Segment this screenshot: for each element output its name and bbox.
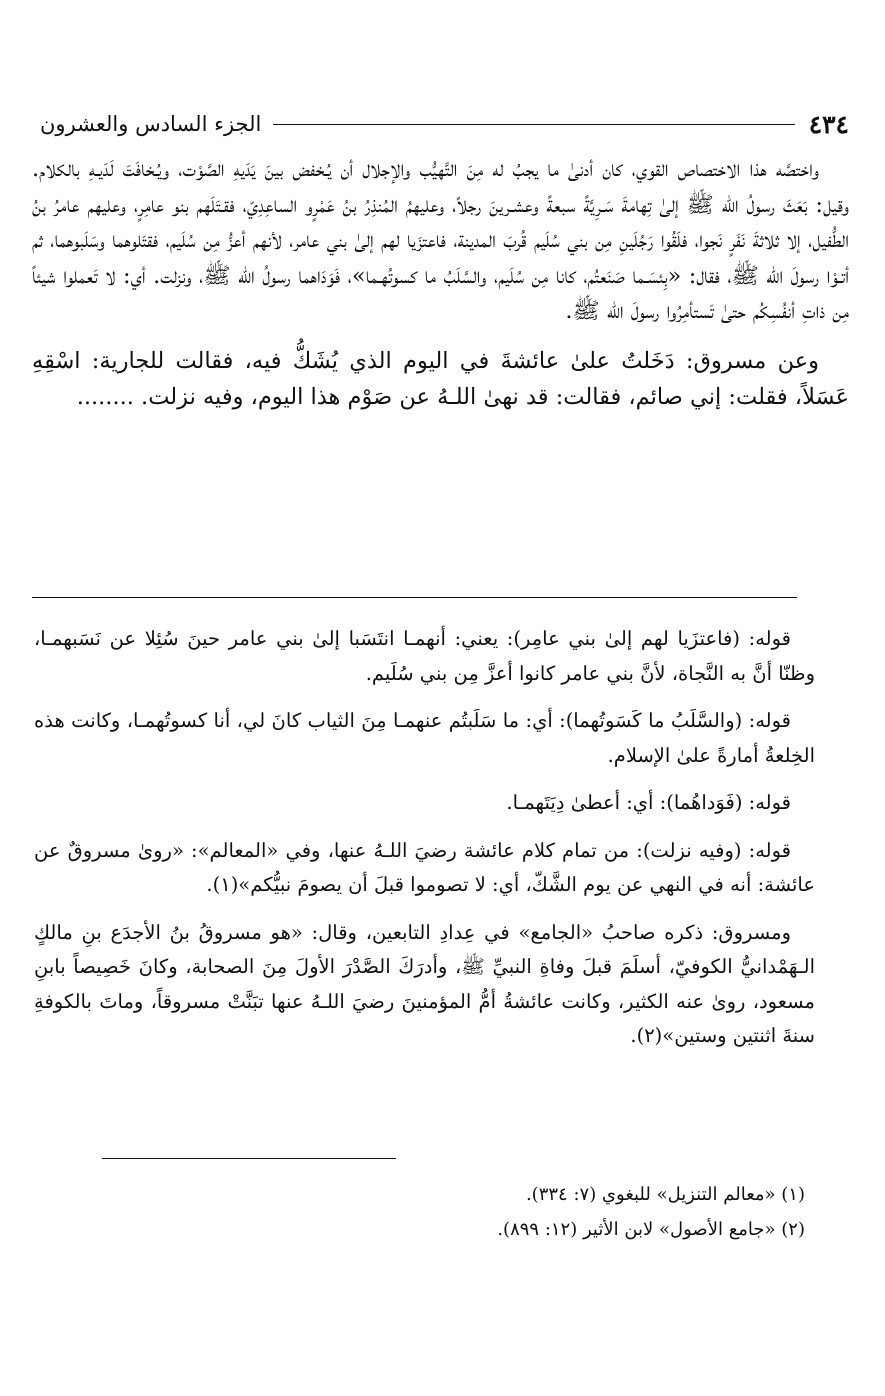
main-text: [32, 152, 849, 415]
footnote-divider: [102, 1158, 396, 1159]
text-divider: [32, 597, 797, 598]
header-rule: [273, 124, 794, 125]
commentary-paragraph: قوله: (فاعتزَيا لهم إلىٰ بني عامِر): يعني: أنهمـا انتَسَبا إلىٰ بني عامر حينَ سُئِلا عن نَسَبهمـا، وظنّا أنَّ به النَّجاة، لأنَّ بني عامر كانوا أعزَّ مِن بني سُلَيم.: [34, 627, 815, 685]
commentary-paragraph: قوله: (وفيه نزلت): من تمام كلام عائشة رضيَ اللـهُ عنها، وفي «المعالم»: «روىٰ مسروقٌ عن عائشة: أنه في النهي عن يوم الشَّكّ، أي: لا تصوموا قبلَ أن يصومَ نبيُّكم»(١).: [34, 838, 815, 896]
footnote: (١) «معالم التنزيل» للبغوي (٧: ٣٣٤).: [525, 1184, 805, 1205]
commentary-paragraph: قوله: (والسَّلَبُ ما كَسَوتُهما): أي: ما سَلَبتُم عنهمـا مِنَ الثياب كانَ لي، أنا كسوتُهمـا، وكانت هذه الخِلعةُ أمارةً علىٰ الإسلام.: [34, 709, 815, 767]
page-number: ٤٣٤: [808, 109, 849, 139]
page-header: [40, 106, 849, 142]
commentary: [34, 622, 815, 1067]
main-paragraph: واختصَّه هذا الاختصاص القوي، كان أدنىٰ ما يجبُ له مِنَ التَّهيُّب والإجلال أن يُـخفض بينَ يَدَيهِ الصَّوْت، ويُـخافَتَ لَدَيـهِ بالكلام. وقيل: بَعَثَ رسولُ الله ﷺ إلىٰ تِهامةَ سَـرِيَّةً سبعةً وعشـرينَ رجلاً، وعليهمُ المُنذِرُ بنُ عَمْرٍو الساعِدِيّ، فقـتَلَهم بنو عامِرٍ، وعليهم عامرُ بنُ الطُّفيل، إلا ثلاثةَ نَفَرٍ نَجوا، فلَقُوا رَجُلَينِ مِن بني سُلَيم قُربَ المدينة، فاعتزَيا لهم إلىٰ بني عامر، لأنهم أعزُّ مِن سُلَيم، فقتَلوهما وسَلَبوهما، ثم أتـوْا رسولَ الله ﷺ، فقال: «بِئسَـما صَنَعتُم، كانا مِن سُلَيم، والسَّلَبُ ما كسوتُهـما»، فَوَدَاهما رسولُ الله ﷺ، ونزلت. أي: لا تَعملوا شيئاً مِن ذاتِ أنفُسِكُم حتىٰ تَستأمِرُوا رسولَ الله ﷺ.: [32, 156, 849, 325]
footnotes: [120, 1177, 805, 1247]
commentary-paragraph: قوله: (فَوَداهُما): أي: أعطىٰ دِيَتَهمـا.: [506, 791, 791, 814]
main-paragraph: وعن مسروق: دَخَلتُ علىٰ عائشةَ في اليوم الذي يُشَكُّ فيه، فقالت للجارية: اسْقِهِ عَسَلاً، فقلت: إني صائم، فقالت: قد نهىٰ اللـهُ عن صَوْم هذا اليوم، وفيه نزلت. ........: [32, 347, 849, 410]
footnote: (٢) «جامع الأصول» لابن الأثير (١٢: ٨٩٩).: [497, 1219, 805, 1240]
running-title: الجزء السادس والعشرون: [40, 112, 262, 136]
commentary-paragraph: ومسروق: ذكره صاحبُ «الجامع» في عِدادِ التابعين، وقال: «هو مسروقُ بنُ الأجدَع بنِ مالكٍ الـهَمْدانيُّ الكوفيّ، أسلَمَ قبلَ وفاةِ النبيِّ ﷺ، وأدرَكَ الصَّدْرَ الأولَ مِنَ الصحابة، وكانَ خَصِيصاً بابنِ مسعود، روىٰ عنه الكثير، وكانت عائشةُ أمُّ المؤمنينَ رضيَ اللـهُ عنها تبَنَّتْ مسروقاً، وماتَ بالكوفةِ سنةَ اثنتين وستين»(٢).: [34, 920, 815, 1047]
